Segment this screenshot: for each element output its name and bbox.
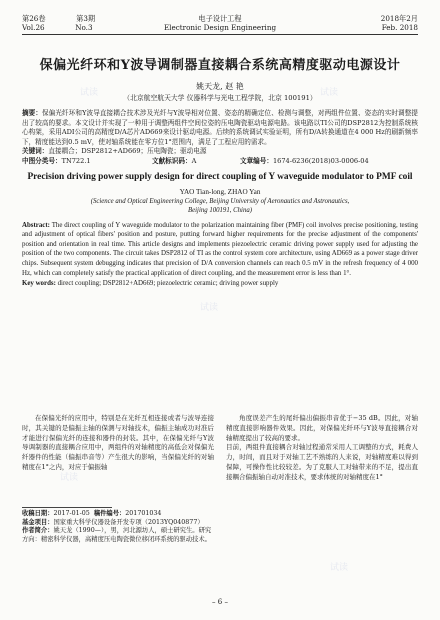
abstract-cn-text: 保偏光纤环和Y波导直接耦合技术涉及光纤与Y波导相对位置、姿态的精确定位、检测与调整，对两组件位置、姿态的实时调整提出了较高的要求。本文设计并实现了一种用于调整两组件空间位姿的压电陶瓷驱动电源电路。该电路以TI公司的DSP2812为控制系统核心构架，采用ADI公司的高精度D/A芯片AD669来设计驱动电源。后续的系统调试实验证明，所有D/A转换通道在4 000 Hz的刷新频率下，精度能达到0.5 mV，使对轴系统能在零方位1°范围内，满足了工程应用的需求。 bbox=[22, 109, 418, 146]
article-number-label: 文章编号： bbox=[240, 156, 273, 165]
title-en: Precision driving power supply design for direct coupling of Y waveguide modulator to PMF coil bbox=[27, 171, 413, 182]
article-number: 1674-6236(2018)03-0006-04 bbox=[272, 156, 369, 165]
issue-cn: 第3期 bbox=[76, 14, 96, 23]
received-date: 2017-01-05 bbox=[53, 510, 90, 517]
watermark: 试读 bbox=[320, 88, 339, 98]
volume-en: Vol.26 bbox=[22, 23, 45, 32]
date-cn: 2018年2月 bbox=[380, 14, 418, 23]
volume-cn: 第26卷 bbox=[22, 14, 46, 23]
journal-name-en: Electronic Design Engineering bbox=[163, 23, 277, 32]
body-left-text: 在保偏光纤的应用中，特别是在光纤互相连接或者与波导连接时，其关键的是偏振主轴的保测与对轴技术，偏振主轴成功对准后才能进行保偏光纤的连接和器件的封装。其中，在保偏光纤与Y波导调制器的直接耦合应用中，两组件的对轴精度的高低会对保偏光纤器件的性能（偏振串音等）产生很大的影响，当保偏光纤的对轴精度在1°之内，对应于偏振轴 bbox=[22, 414, 214, 471]
body-left-column bbox=[22, 414, 214, 483]
keywords-cn bbox=[22, 147, 418, 157]
clc-code: TN722.1 bbox=[61, 156, 91, 165]
authors-en: YAO Tian-long, ZHAO Yan bbox=[179, 187, 261, 196]
affiliation-cn: （北京航空航天大学 仪器科学与光电工程学院，北京 100191） bbox=[123, 94, 317, 102]
date-en: Feb. 2018 bbox=[381, 23, 418, 32]
abstract-en-text: The direct coupling of Y waveguide modulator to the polarization maintaining fiber (PMF) coil involves precise positioning, testing and adjustment of optical fibers' position and posture, putting forward higher requirements for the precise adjustment of the components' position and orientation in real time. This article designs and implements piezoelectric ceramic driving power supply used for adjusting the position of the two components. The circuit takes DSP2812 of TI as the control system core architecture, using AD669 as a power stage driver chips. Subsequent system debugging indicates that precision of D/A conversion channels can reach 0.5 mV in the refresh frequency of 4 000 Hz, which can completely satisfy the practical application of direct coupling, and the measurement error is less than 1°. bbox=[22, 221, 418, 277]
keywords-en bbox=[22, 279, 418, 289]
journal-name-cn: 电子设计工程 bbox=[198, 14, 242, 23]
watermark: 试读 bbox=[200, 303, 219, 313]
header-rule bbox=[22, 34, 418, 35]
author-bio-text: 姚天龙（1990—），男，河北源坊人，硕士研究生。研究方向：精密科学仪器，高精度压电陶瓷微位移闭环系统的驱动技术。 bbox=[22, 527, 212, 543]
body-right-text: 角度误差产生的尾纤偏出偏振串音优于−35 dB。因此，对轴精度直接影响器件效果。因此，对保偏光纤环与Y波导直接耦合对轴精度提出了较高的要求。 目前，两组件直接耦合对轴过程通常采用人工调整的方式，耗费人力，时间，而且对于对轴工艺不熟练的人来说，对轴精度难以得到保障，可操作性比较较差。为了克服人工对轴带来的不足，提出直接耦合偏振轴自动对准技术，要求体统的对轴精度在1° bbox=[226, 414, 418, 481]
authors-cn: 姚天龙, 赵 艳 bbox=[196, 82, 244, 91]
author-bio-label: 作者简介： bbox=[22, 527, 54, 535]
affiliation-en-line-1: (Science and Optical Engineering College, Beijing University of Aeronautics and Astronautics, bbox=[90, 197, 350, 205]
doc-code: A bbox=[191, 156, 197, 165]
affiliation-en-line-2: Beijing 100191, China) bbox=[188, 206, 252, 214]
watermark: 试读 bbox=[60, 473, 79, 483]
abstract-cn-label: 摘要： bbox=[22, 109, 43, 117]
abstract-cn bbox=[22, 109, 418, 147]
keywords-en-text: direct coupling; DSP2812+AD669; piezoelectric ceramic; driving power supply bbox=[57, 280, 279, 288]
keywords-cn-label: 关键词： bbox=[22, 147, 49, 156]
abstract-en-label: Abstract: bbox=[22, 221, 50, 229]
fund-text: 国家重大科学仪器设备开发专项（2013YQ040877） bbox=[53, 518, 204, 526]
fund-label: 基金项目： bbox=[22, 518, 54, 526]
watermark: 试读 bbox=[330, 563, 349, 573]
classification-line bbox=[22, 157, 418, 167]
running-header bbox=[22, 14, 418, 48]
manuscript-number: 201701034 bbox=[125, 510, 162, 517]
article-page bbox=[22, 14, 418, 606]
title-cn: 保偏光纤环和Y波导调制器直接耦合系统高精度驱动电源设计 bbox=[39, 58, 401, 73]
body-right-column bbox=[226, 414, 418, 483]
issue-en: No.3 bbox=[75, 23, 93, 32]
watermark: 试读 bbox=[80, 88, 99, 98]
clc-label: 中图分类号： bbox=[22, 156, 62, 165]
doc-code-label: 文献标识码： bbox=[152, 156, 192, 165]
footnote bbox=[22, 507, 214, 544]
keywords-cn-text: 直接耦合；DSP2812+AD669；压电陶瓷；驱动电源 bbox=[48, 147, 207, 156]
page-number: – 6 – bbox=[212, 598, 228, 606]
body-columns bbox=[22, 414, 418, 483]
abstract-en bbox=[22, 221, 418, 279]
received-label: 收稿日期： bbox=[22, 510, 54, 517]
keywords-en-label: Key words: bbox=[22, 280, 56, 288]
footnote-rule bbox=[22, 507, 112, 508]
manuscript-label: 稿件编号： bbox=[93, 510, 126, 517]
